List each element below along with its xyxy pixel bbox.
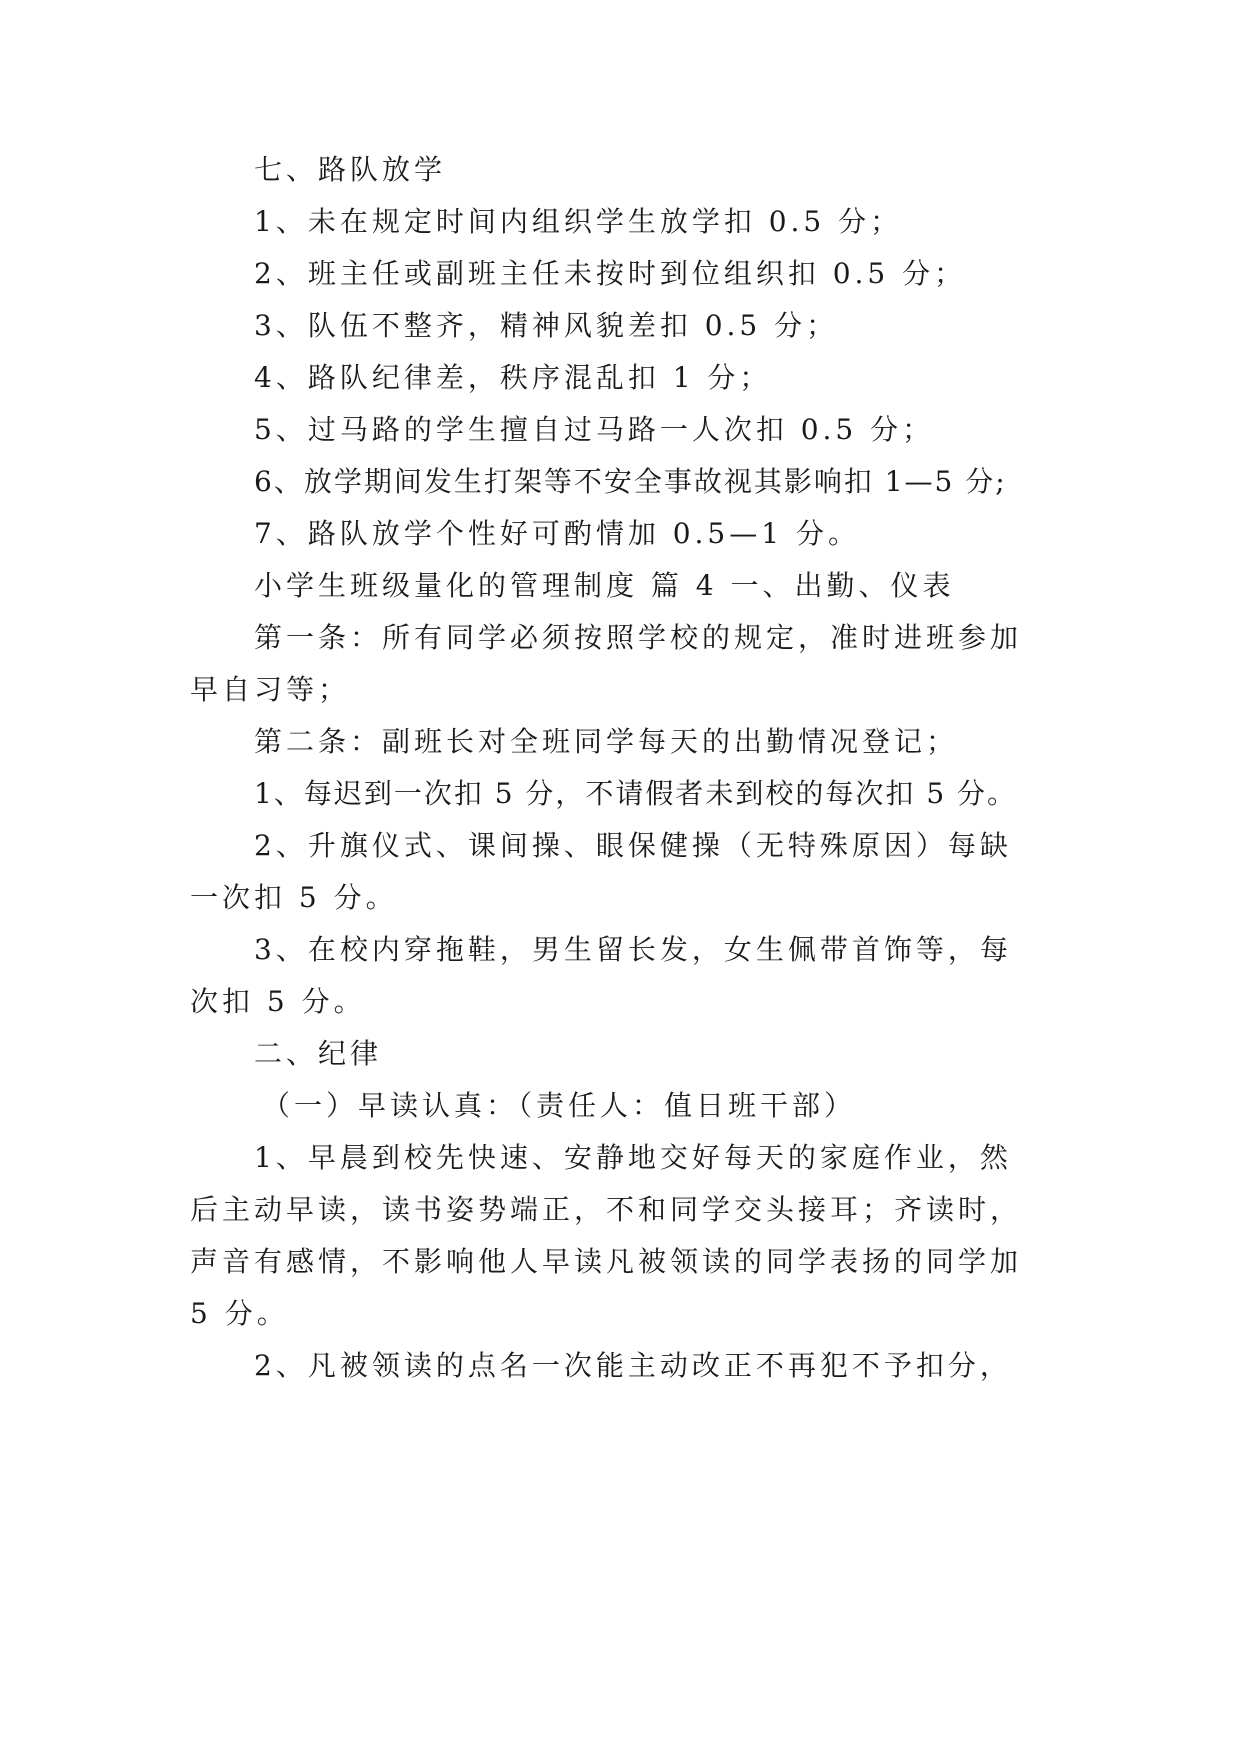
rule-item: 5、过马路的学生擅自过马路一人次扣 0.5 分； xyxy=(254,413,935,446)
section-heading-discipline: 二、纪律 xyxy=(254,1037,383,1070)
rule-item: 1、每迟到一次扣 5 分，不请假者未到校的每次扣 5 分。 xyxy=(254,777,1018,810)
paragraph-line: 第二条：副班长对全班同学每天的出勤情况登记； xyxy=(254,725,959,758)
rule-item: 2、班主任或副班主任未按时到位组织扣 0.5 分； xyxy=(254,257,967,290)
paragraph-line: 5 分。 xyxy=(190,1297,289,1330)
rule-item: 6、放学期间发生打架等不安全事故视其影响扣 1—5 分; xyxy=(254,465,1007,498)
paragraph-line: 后主动早读，读书姿势端正，不和同学交头接耳；齐读时， xyxy=(190,1193,1023,1226)
rule-item: 4、路队纪律差，秩序混乱扣 1 分； xyxy=(254,361,772,394)
rule-item: 1、早晨到校先快速、安静地交好每天的家庭作业，然 xyxy=(254,1141,1012,1174)
paragraph-line: 一次扣 5 分。 xyxy=(190,881,398,914)
rule-item: 3、在校内穿拖鞋，男生留长发，女生佩带首饰等，每 xyxy=(254,933,1012,966)
paragraph-line: 声音有感情，不影响他人早读凡被领读的同学表扬的同学加 xyxy=(190,1245,1023,1278)
article-title-line: 小学生班级量化的管理制度 篇 4 一、出勤、仪表 xyxy=(254,569,955,602)
rule-item: 7、路队放学个性好可酌情加 0.5—1 分。 xyxy=(254,517,860,550)
section-heading-road-team: 七、路队放学 xyxy=(254,153,447,186)
paragraph-line: 第一条：所有同学必须按照学校的规定，准时进班参加 xyxy=(254,621,1023,654)
subsection-heading: （一）早读认真：（责任人：值日班干部） xyxy=(262,1089,857,1122)
paragraph-line: 次扣 5 分。 xyxy=(190,985,366,1018)
rule-item: 2、升旗仪式、课间操、眼保健操（无特殊原因）每缺 xyxy=(254,829,1012,862)
rule-item: 3、队伍不整齐，精神风貌差扣 0.5 分； xyxy=(254,309,839,342)
rule-item: 2、凡被领读的点名一次能主动改正不再犯不予扣分， xyxy=(254,1349,1012,1382)
rule-item: 1、未在规定时间内组织学生放学扣 0.5 分； xyxy=(254,205,903,238)
paragraph-line: 早自习等； xyxy=(190,673,351,706)
